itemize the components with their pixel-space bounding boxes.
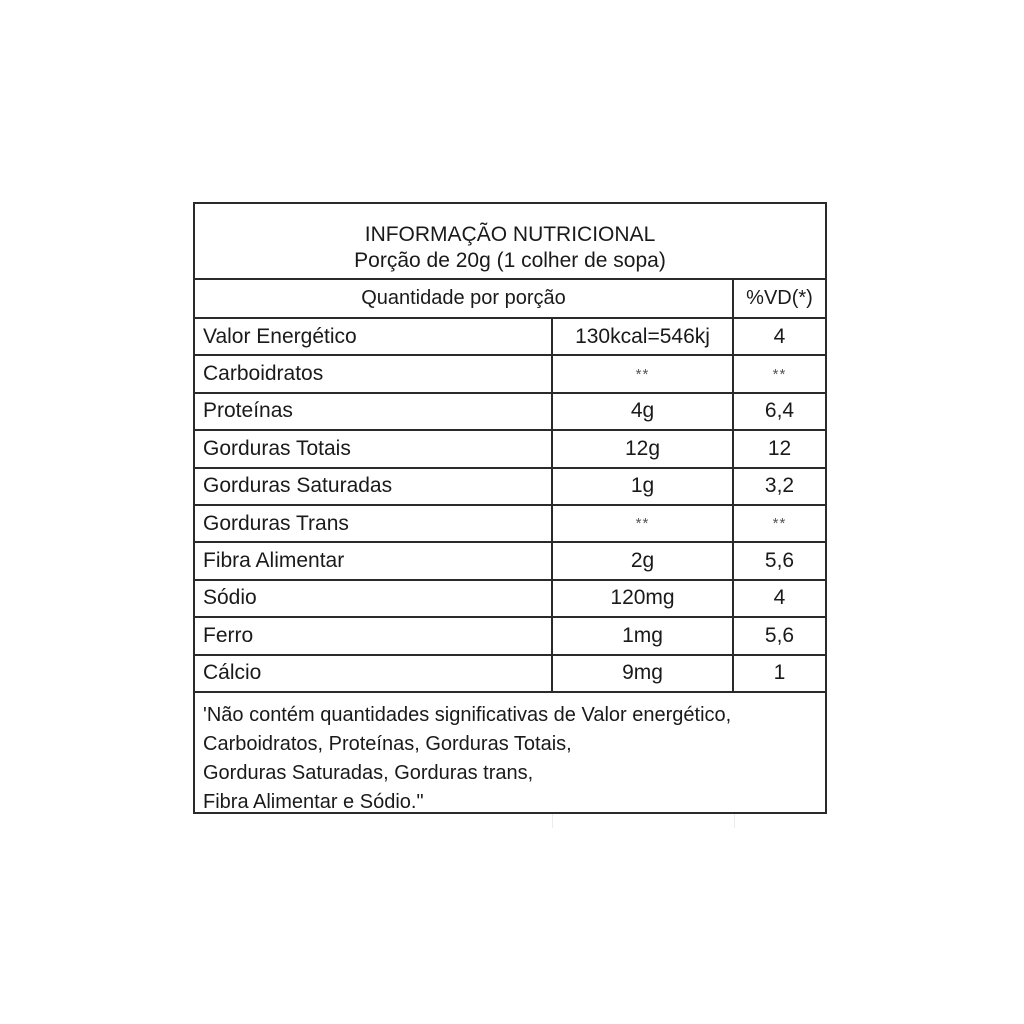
- nutrient-rows: [195, 319, 825, 693]
- nutrient-amount: 12g: [553, 431, 734, 466]
- nutrient-daily-value: 4: [773, 324, 786, 348]
- nutrient-amount: 1mg: [553, 618, 734, 653]
- nutrient-daily-value: **: [772, 515, 787, 533]
- table-row: [195, 618, 825, 655]
- nutrient-amount: 1g: [553, 469, 734, 504]
- nutrient-daily-value: 3,2: [764, 474, 795, 498]
- table-row: [195, 581, 825, 618]
- nutrient-name: Carboidratos: [195, 356, 553, 391]
- nutrient-amount: 9mg: [553, 656, 734, 691]
- nutrient-daily-value: 1: [773, 661, 786, 685]
- table-row: [195, 543, 825, 580]
- nutrient-name: Valor Energético: [195, 319, 553, 354]
- table-row: [195, 356, 825, 393]
- nutrient-name: Fibra Alimentar: [195, 543, 553, 578]
- nutrient-name: Cálcio: [195, 656, 553, 691]
- table-heading: INFORMAÇÃO NUTRICIONAL: [364, 223, 656, 246]
- footnote-line: Fibra Alimentar e Sódio.": [203, 791, 424, 813]
- nutrient-daily-value: 5,6: [764, 623, 795, 647]
- nutrient-name: Proteínas: [195, 394, 553, 429]
- nutrient-daily-value: 5,6: [764, 549, 795, 573]
- nutrient-name: Gorduras Totais: [195, 431, 553, 466]
- nutrient-amount: **: [635, 515, 650, 533]
- nutrient-amount: 130kcal=546kj: [553, 319, 734, 354]
- table-row: [195, 506, 825, 543]
- quantity-column-header: Quantidade por porção: [195, 280, 734, 317]
- table-row: [195, 431, 825, 468]
- nutrition-facts-table: [193, 202, 827, 814]
- nutrient-daily-value: 4: [773, 586, 786, 610]
- nutrient-amount: **: [635, 365, 650, 383]
- footnote: [195, 693, 825, 817]
- nutrient-name: Sódio: [195, 581, 553, 616]
- nutrient-amount: 120mg: [553, 581, 734, 616]
- nutrient-name: Ferro: [195, 618, 553, 653]
- nutrient-daily-value: 12: [767, 436, 792, 460]
- table-title: [195, 204, 825, 280]
- column-header-row: [195, 280, 825, 319]
- grid-guide-line: [552, 814, 553, 828]
- table-row: [195, 394, 825, 431]
- table-row: [195, 319, 825, 356]
- footnote-line: Gorduras Saturadas, Gorduras trans,: [203, 762, 534, 784]
- nutrient-name: Gorduras Saturadas: [195, 469, 553, 504]
- grid-guide-line: [734, 814, 735, 828]
- table-row: [195, 656, 825, 693]
- nutrient-daily-value: 6,4: [764, 399, 795, 423]
- footnote-line: 'Não contém quantidades significativas de Valor energético,: [203, 704, 732, 726]
- nutrient-amount: 4g: [553, 394, 734, 429]
- serving-size: Porção de 20g (1 colher de sopa): [354, 249, 666, 272]
- nutrient-daily-value: **: [772, 365, 787, 383]
- table-row: [195, 469, 825, 506]
- nutrient-name: Gorduras Trans: [195, 506, 553, 541]
- daily-value-column-header: %VD(*): [746, 287, 813, 309]
- footnote-line: Carboidratos, Proteínas, Gorduras Totais,: [203, 733, 572, 755]
- nutrient-amount: 2g: [553, 543, 734, 578]
